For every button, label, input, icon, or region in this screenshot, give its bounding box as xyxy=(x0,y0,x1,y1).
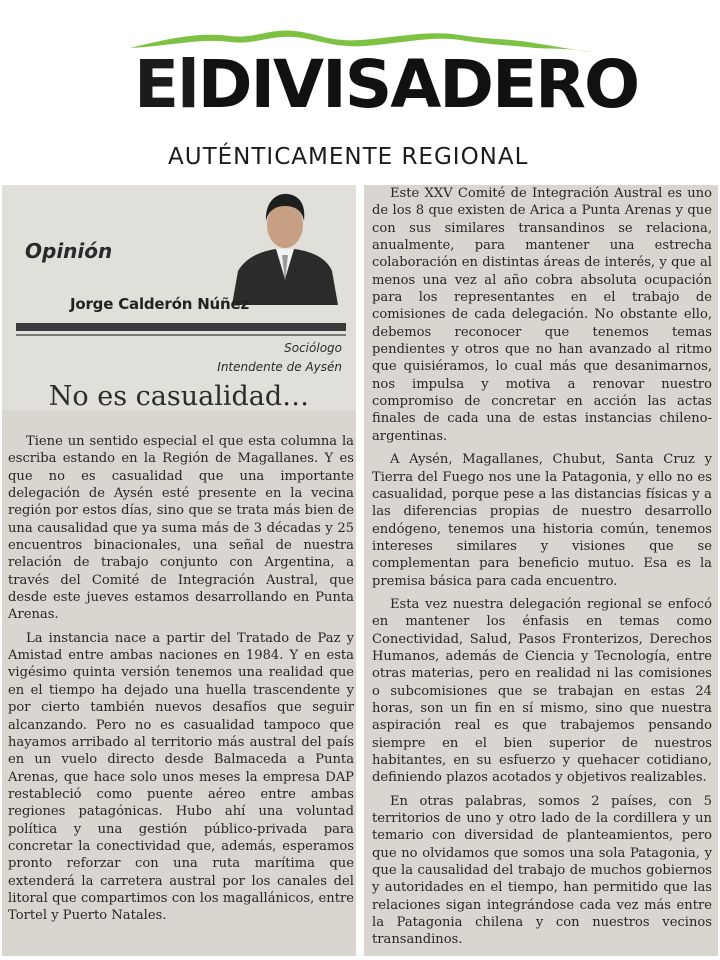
section-label: Opinión xyxy=(25,239,113,263)
masthead xyxy=(0,0,720,182)
author-name: Jorge Calderón Núñez xyxy=(70,295,250,313)
right-body xyxy=(372,185,712,955)
right-column xyxy=(364,185,718,956)
article-headline: No es casualidad… xyxy=(48,381,310,412)
logo-wordmark xyxy=(134,46,639,123)
left-body xyxy=(8,433,354,931)
paragraph: Tiene un sentido especial el que esta columna la escriba estando en la Región de Magallanes. Y es que no es casualidad que una importante delegación de Aysén esté presente en la vecina región por estos días, sino que se trata más bien de una causalidad que ya suma más de 3 décadas y 25 encuentros binacionales, una señal de nuestra relación de trabajo conjunto con Argentina, a través del Comité de Integración Austral, que desde este jueves estamos desarrollando en Punta Arenas. xyxy=(8,434,354,623)
opinion-header xyxy=(2,185,356,410)
tagline: AUTÉNTICAMENTE REGIONAL xyxy=(168,144,529,170)
paragraph: La instancia nace a partir del Tratado de Paz y Amistad entre ambas naciones en 1984. Y en esta vigésimo quinta versión tenemos una realidad que en el tiempo ha dejado una huella trascendente y por cierto también nuevos desafíos que seguir alcanzando. Pero no es casualidad tampoco que hayamos arribado al territorio más austral del país en un vuelo directo desde Balmaceda a Punta Arenas, que hace solo unos meses la empresa DAP restableció como puente aéreo entre ambas regiones patagónicas. Hubo ahí una voluntad política y una gestión público-privada para concretar la conectividad que, además, esperamos pronto reforzar con una ruta marítima que extenderá la carretera austral por los canales del litoral que compartimos con los magallánicos, entre Tortel y Puerto Natales. xyxy=(8,630,354,924)
paragraph: A Aysén, Magallanes, Chubut, Santa Cruz y Tierra del Fuego nos une la Patagonia, y ello no es casualidad, porque pese a las distancias físicas y a las diferencias propias de nuestro desarrollo endógeno, tenemos una historia común, tenemos intereses similares y visiones que se complementan para beneficio mutuo. Esa es la premisa básica para cada encuentro. xyxy=(372,452,712,589)
paragraph: Este XXV Comité de Integración Austral es uno de los 8 que existen de Arica a Punta Arenas y que con sus similares transandinos se relaciona, anualmente, para mantener una estrecha colaboración en distintas áreas de interés, y que al menos una vez al año cobra absoluta ocupación para los representantes en el trabajo de comisiones de cada delegación. No obstante ello, debemos reconocer que tenemos temas pendientes y otros que no han avanzado al ritmo que quisiéramos, lo cual más que desanimarnos, nos impulsa y motiva a renovar nuestro compromiso de concretar en acción las actas finales de cada una de estas instancias chileno-argentinas. xyxy=(372,186,712,444)
left-column xyxy=(2,185,356,956)
logo-el: El xyxy=(134,46,198,123)
logo-divisadero: DIVISADERO xyxy=(197,46,639,123)
author-role-1: Sociólogo xyxy=(284,341,342,355)
header-rule-thin xyxy=(16,334,346,336)
header-rule xyxy=(16,323,346,331)
author-role-2: Intendente de Aysén xyxy=(217,360,342,374)
paragraph: Esta vez nuestra delegación regional se enfocó en mantener los énfasis en temas como Conectividad, Salud, Pasos Fronterizos, Derechos Humanos, además de Ciencia y Tecnología, entre otras materias, pero en realidad ni las comisiones o subcomisiones que se trabajan en estas 24 horas, son un fin en sí mismo, sino que nuestra aspiración real es que trabajemos pensando siempre en el bien superior de nuestros habitantes, en su esfuerzo y quehacer cotidiano, definiendo plazos acotados y objetivos realizables. xyxy=(372,596,712,786)
author-photo xyxy=(232,185,338,305)
paragraph: En otras palabras, somos 2 países, con 5 territorios de uno y otro lado de la cordillera y un temario con diversidad de planteamientos, pero que no olvidamos que somos una sola Patagonia, y que la causalidad del trabajo de muchos gobiernos y autoridades en el tiempo, han permitido que las relaciones sigan integrándose cada vez más entre la Patagonia chilena y con nuestros vecinos transandinos. xyxy=(372,793,712,948)
